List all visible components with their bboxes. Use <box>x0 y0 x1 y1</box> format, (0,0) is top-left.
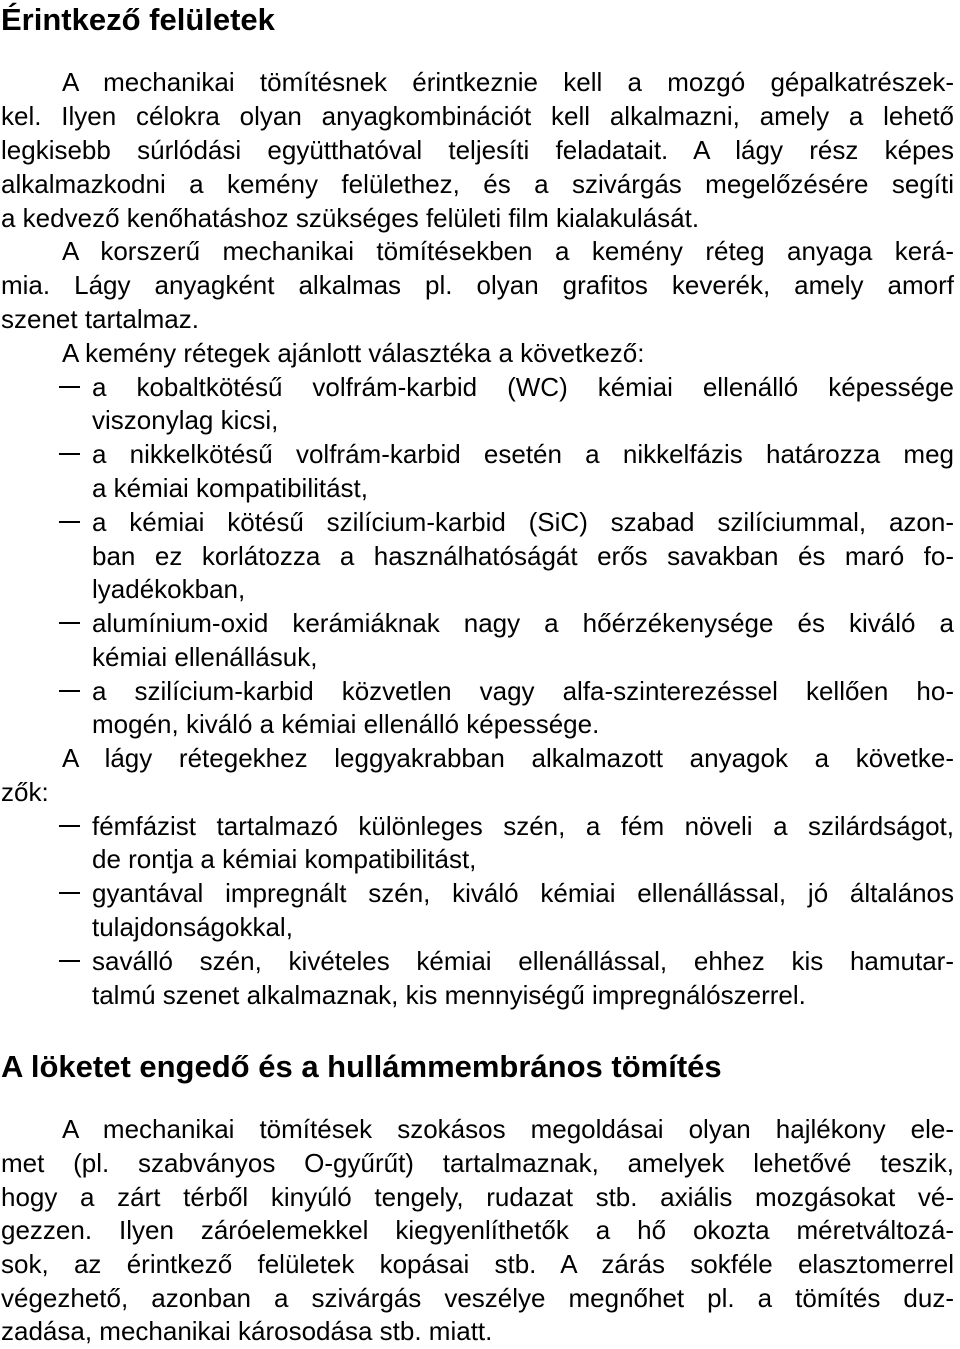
list-item-line: kémiai ellenállásuk, <box>92 642 318 672</box>
list-item-line: a nikkelkötésű volfrám-karbid esetén a nikkelfázis határozza meg <box>92 439 954 469</box>
paragraph-line: sok, az érintkező felületek kopásai stb. A zárás sokféle elasztomerrel <box>1 1249 954 1279</box>
list-item-line: a szilícium-karbid közvetlen vagy alfa-szinterezéssel kellően ho- <box>92 676 954 706</box>
paragraph-line: mia. Lágy anyagként alkalmas pl. olyan grafitos keverék, amely amorf <box>1 270 954 300</box>
list-item-line: a kémiai kötésű szilícium-karbid (SiC) szabad szilíciummal, azon- <box>92 507 954 537</box>
list-item-line: alumínium-oxid kerámiáknak nagy a hőérzékenysége és kiváló a <box>92 608 954 638</box>
list-dash <box>59 453 80 455</box>
paragraph-line: A korszerű mechanikai tömítésekben a kemény réteg anyaga kerá- <box>62 236 954 266</box>
list-item-line: fémfázist tartalmazó különleges szén, a fém növeli a szilárdságot, <box>92 811 954 841</box>
paragraph-line: alkalmazkodni a kemény felülethez, és a szivárgás megelőzésére segíti <box>1 169 954 199</box>
paragraph-line: A kemény rétegek ajánlott választéka a következő: <box>62 338 645 368</box>
paragraph-line: zők: <box>1 777 49 807</box>
list-dash <box>59 690 80 692</box>
list-item-line: ban ez korlátozza a használhatóságát erős savakban és maró fo- <box>92 541 954 571</box>
list-item-line: mogén, kiváló a kémiai ellenálló képessége. <box>92 709 600 739</box>
paragraph-line: A mechanikai tömítésnek érintkeznie kell a mozgó gépalkatrészek- <box>62 67 954 97</box>
list-item-line: saválló szén, kivételes kémiai ellenállással, ehhez kis hamutar- <box>92 946 954 976</box>
list-dash <box>59 960 80 962</box>
section-heading: Érintkező felületek <box>1 2 275 37</box>
list-item-line: a kémiai kompatibilitást, <box>92 473 368 503</box>
list-dash <box>59 521 80 523</box>
paragraph-line: zadása, mechanikai károsodása stb. miatt. <box>1 1316 493 1346</box>
paragraph-line: gezzen. Ilyen záróelemekkel kiegyenlíthetők a hő okozta méretváltozá- <box>1 1215 954 1245</box>
list-dash <box>59 892 80 894</box>
paragraph-line: A mechanikai tömítések szokásos megoldásai olyan hajlékony ele- <box>62 1114 954 1144</box>
paragraph-line: legkisebb súrlódási együtthatóval teljesíti feladatait. A lágy rész képes <box>1 135 954 165</box>
list-dash <box>59 386 80 388</box>
list-item-line: viszonylag kicsi, <box>92 405 279 435</box>
list-item-line: de rontja a kémiai kompatibilitást, <box>92 844 477 874</box>
paragraph-line: met (pl. szabványos O-gyűrűt) tartalmaznak, amelyek lehetővé teszik, <box>1 1148 954 1178</box>
list-dash <box>59 825 80 827</box>
paragraph-line: hogy a zárt térből kinyúló tengely, rudazat stb. axiális mozgásokat vé- <box>1 1182 954 1212</box>
list-item-line: a kobaltkötésű volfrám-karbid (WC) kémiai ellenálló képessége <box>92 372 954 402</box>
paragraph-line: a kedvező kenőhatáshoz szükséges felületi film kialakulását. <box>1 203 700 233</box>
paragraph-line: végezhető, azonban a szivárgás veszélye megnőhet pl. a tömítés duz- <box>1 1283 954 1313</box>
list-item-line: talmú szenet alkalmaznak, kis mennyiségű impregnálószerrel. <box>92 980 806 1010</box>
paragraph-line: kel. Ilyen célokra olyan anyagkombinációt kell alkalmazni, amely a lehető <box>1 101 954 131</box>
paragraph-line: szenet tartalmaz. <box>1 304 199 334</box>
list-item-line: gyantával impregnált szén, kiváló kémiai ellenállással, jó általános <box>92 878 954 908</box>
section-heading: A löketet engedő és a hullámmembrános tömítés <box>1 1049 722 1084</box>
paragraph-line: A lágy rétegekhez leggyakrabban alkalmazott anyagok a követke- <box>62 743 954 773</box>
list-item-line: lyadékokban, <box>92 574 246 604</box>
list-dash <box>59 622 80 624</box>
list-item-line: tulajdonságokkal, <box>92 912 293 942</box>
